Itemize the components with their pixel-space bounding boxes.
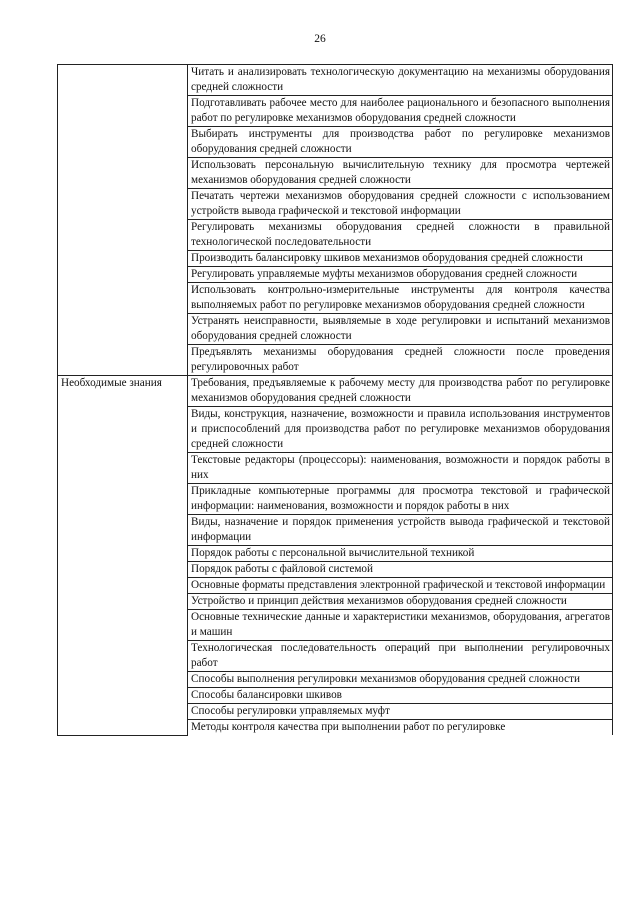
knowledge-item: Способы регулировки управляемых муфт bbox=[188, 704, 613, 720]
table-row bbox=[58, 65, 613, 96]
knowledge-item: Устройство и принцип действия механизмов оборудования средней сложности bbox=[188, 594, 613, 610]
skills-item: Использовать контрольно-измерительные инструменты для контроля качества выполняемых работ по регулировке механизмов оборудования средней сложности bbox=[188, 283, 613, 314]
skills-item: Предъявлять механизмы оборудования средней сложности после проведения регулировочных работ bbox=[188, 345, 613, 376]
knowledge-item: Основные технические данные и характеристики механизмов, оборудования, агрегатов и машин bbox=[188, 610, 613, 641]
skills-item: Производить балансировку шкивов механизмов оборудования средней сложности bbox=[188, 251, 613, 267]
skills-label-cell bbox=[58, 65, 188, 376]
table-row bbox=[58, 376, 613, 407]
skills-item: Печатать чертежи механизмов оборудования средней сложности с использованием устройств вывода графической и текстовой информации bbox=[188, 189, 613, 220]
skills-item: Выбирать инструменты для производства работ по регулировке механизмов оборудования средней сложности bbox=[188, 127, 613, 158]
knowledge-item: Порядок работы с файловой системой bbox=[188, 562, 613, 578]
knowledge-item: Основные форматы представления электронной графической и текстовой информации bbox=[188, 578, 613, 594]
knowledge-item: Технологическая последовательность операций при выполнении регулировочных работ bbox=[188, 641, 613, 672]
knowledge-label-cell bbox=[58, 376, 188, 736]
knowledge-item: Виды, назначение и порядок применения устройств вывода графической и текстовой информации bbox=[188, 515, 613, 546]
knowledge-item: Текстовые редакторы (процессоры): наименования, возможности и порядок работы в них bbox=[188, 453, 613, 484]
skills-item: Устранять неисправности, выявляемые в ходе регулировки и испытаний механизмов оборудования средней сложности bbox=[188, 314, 613, 345]
skills-item: Читать и анализировать технологическую документацию на механизмы оборудования средней сложности bbox=[188, 65, 613, 96]
skills-item: Регулировать управляемые муфты механизмов оборудования средней сложности bbox=[188, 267, 613, 283]
knowledge-item: Способы выполнения регулировки механизмов оборудования средней сложности bbox=[188, 672, 613, 688]
knowledge-item: Методы контроля качества при выполнении работ по регулировке bbox=[188, 720, 613, 736]
knowledge-item: Виды, конструкция, назначение, возможности и правила использования инструментов и приспособлений для производства работ по регулировке механизмов оборудования средней сложности bbox=[188, 407, 613, 453]
knowledge-item: Способы балансировки шкивов bbox=[188, 688, 613, 704]
knowledge-label: Необходимые знания bbox=[61, 377, 162, 389]
requirements-table bbox=[57, 64, 613, 736]
requirements-table-body bbox=[58, 65, 613, 736]
skills-item: Использовать персональную вычислительную технику для просмотра чертежей механизмов оборудования средней сложности bbox=[188, 158, 613, 189]
knowledge-item: Прикладные компьютерные программы для просмотра текстовой и графической информации: наименования, возможности и порядок работы в них bbox=[188, 484, 613, 515]
knowledge-item: Порядок работы с персональной вычислительной техникой bbox=[188, 546, 613, 562]
knowledge-item: Требования, предъявляемые к рабочему месту для производства работ по регулировке механизмов оборудования средней сложности bbox=[188, 376, 613, 407]
skills-item: Регулировать механизмы оборудования средней сложности в правильной технологической последовательности bbox=[188, 220, 613, 251]
skills-item: Подготавливать рабочее место для наиболее рационального и безопасного выполнения работ по регулировке механизмов оборудования средней сложности bbox=[188, 96, 613, 127]
page-number: 26 bbox=[314, 33, 326, 45]
